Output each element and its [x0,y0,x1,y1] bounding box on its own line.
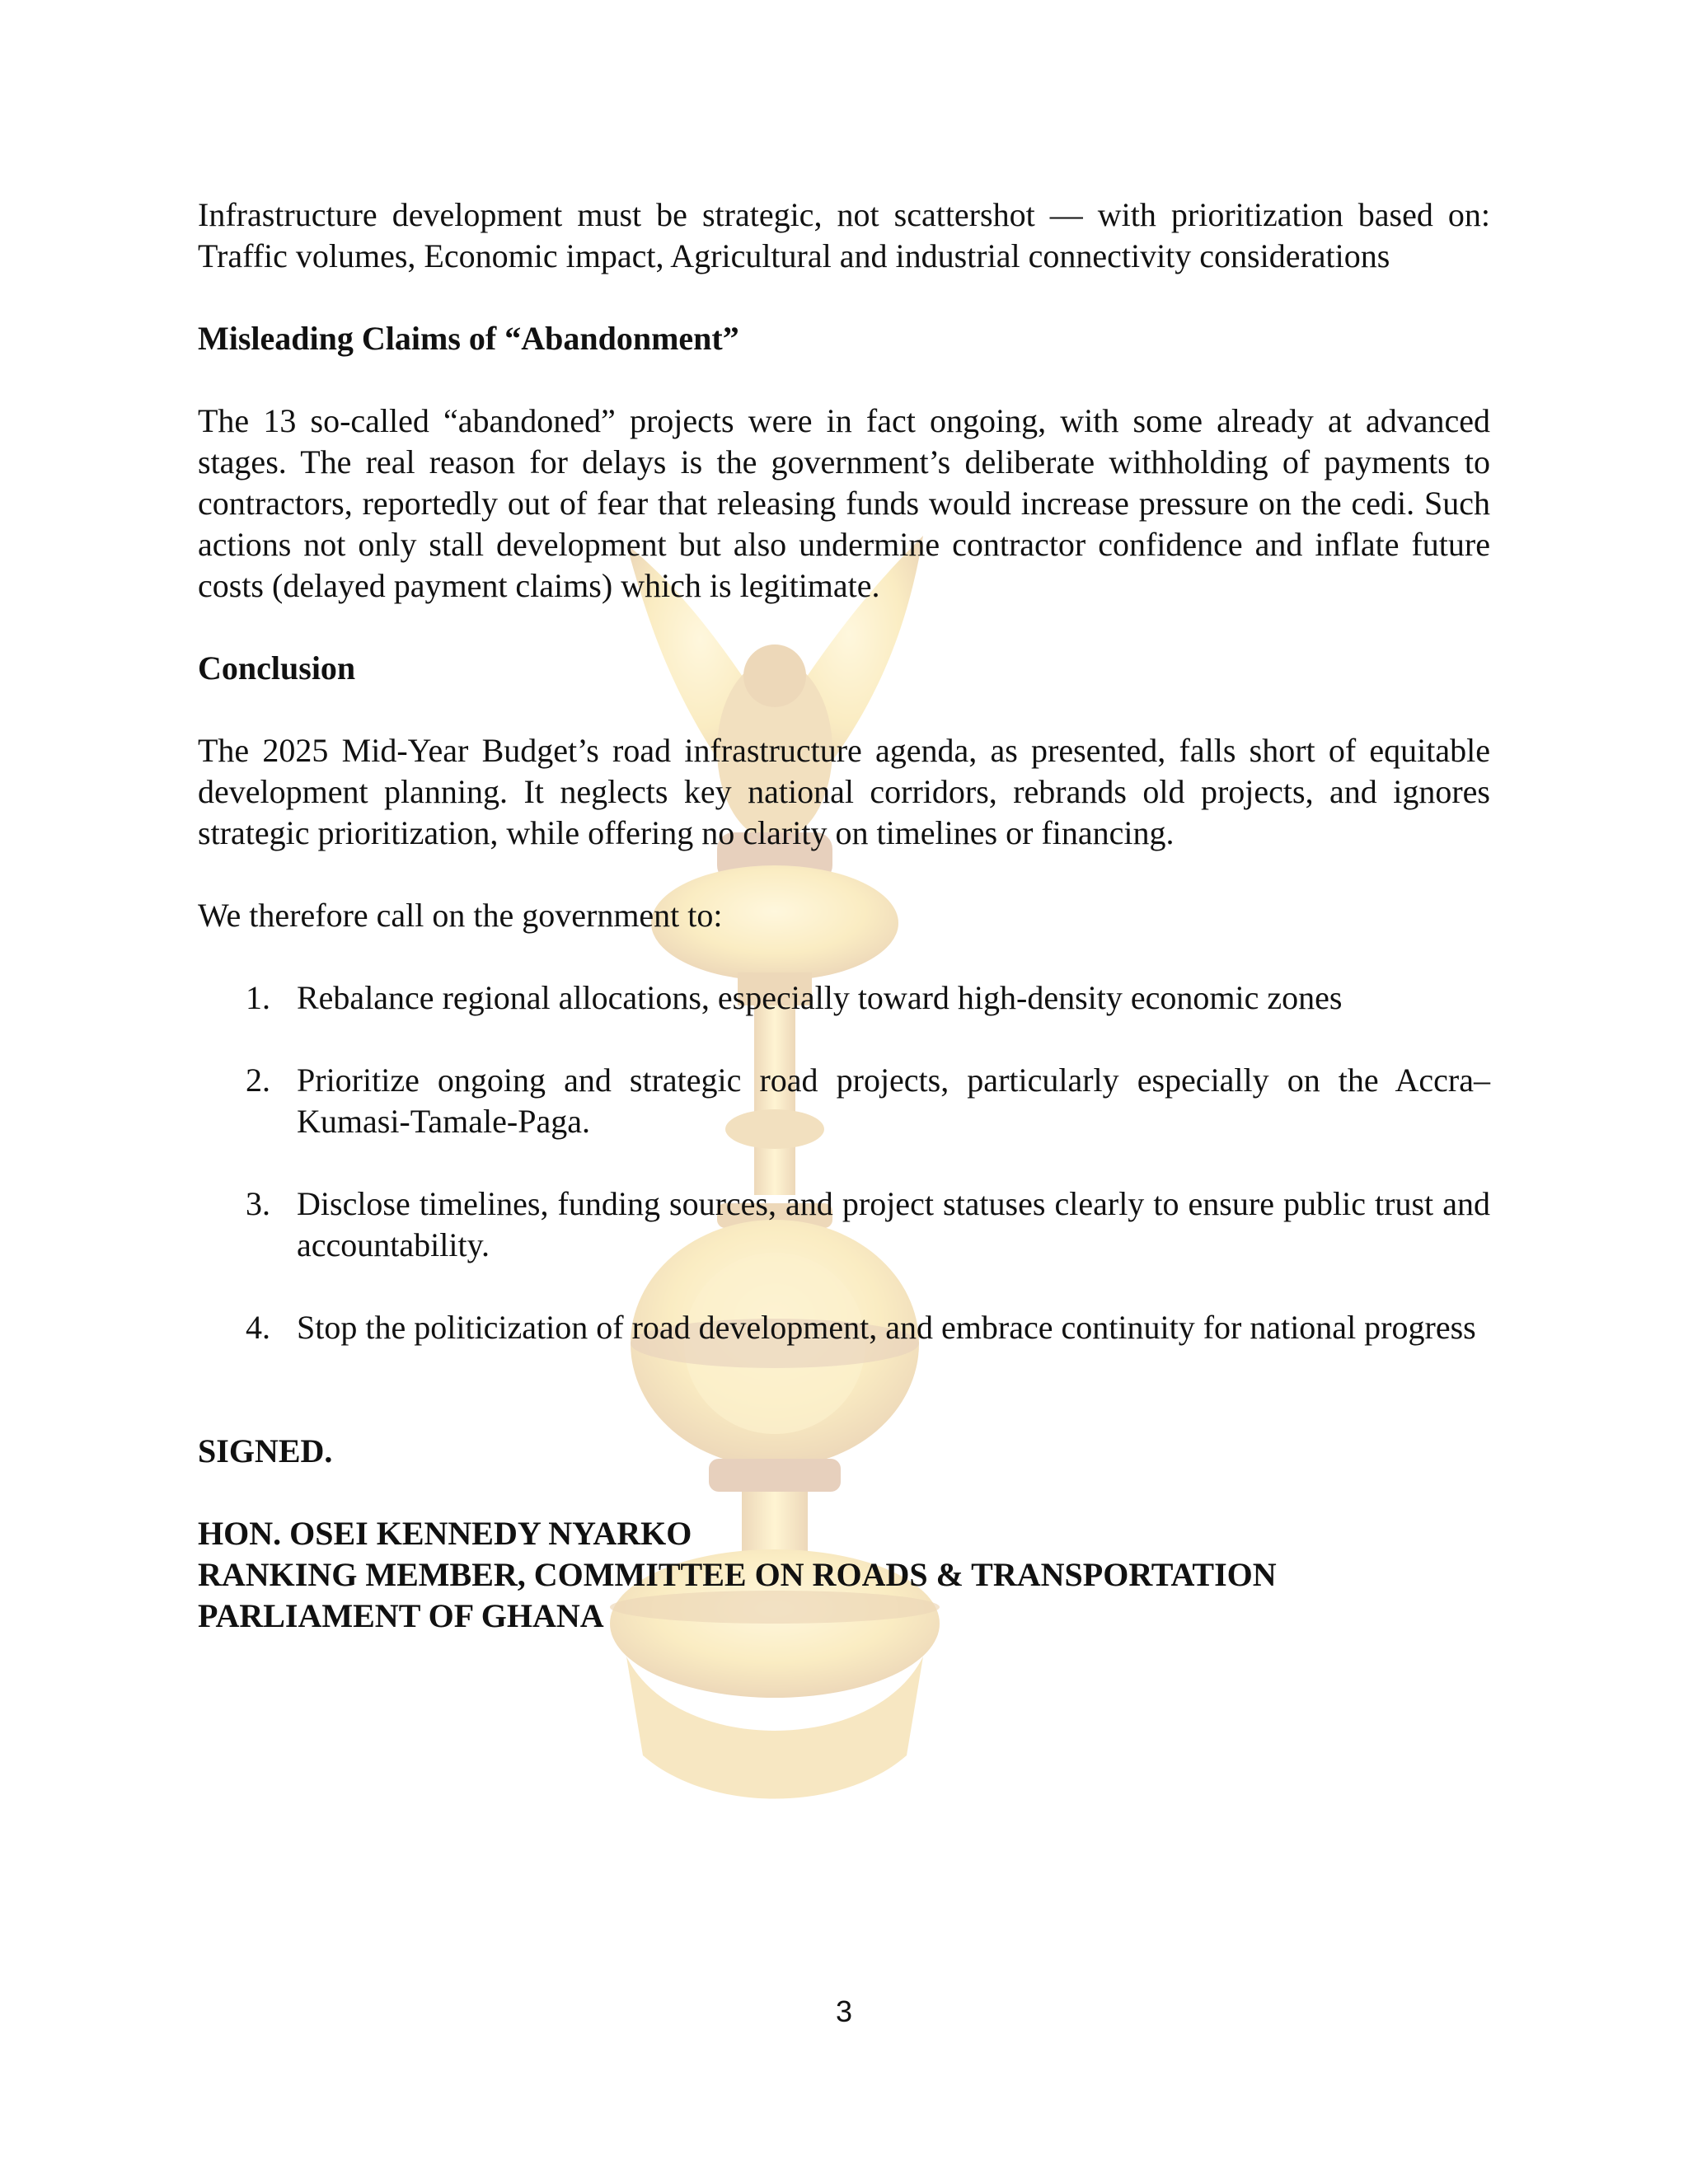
section-heading-abandonment: Misleading Claims of “Abandonment” [198,320,739,357]
page-number: 3 [835,1994,853,2028]
list-item [198,1060,1490,1142]
list-item-number: 1. [246,979,270,1016]
document-body [198,194,1490,1637]
list-item [198,1183,1490,1266]
intro-paragraph: Infrastructure development must be strategic, not scattershot — with prioritization based on: Traffic volumes, Economic impact, Agricultural and industrial connectivity considerations [198,196,1490,274]
list-item-text: Stop the politicization of road development, and embrace continuity for national progress [297,1309,1476,1346]
list-item-number: 4. [246,1309,270,1346]
conclusion-paragraph: The 2025 Mid-Year Budget’s road infrastructure agenda, as presented, falls short of equitable development planning. It neglects key national corridors, rebrands old projects, and ignores strategic prioritization, while offering no clarity on timelines or financing. [198,732,1490,851]
list-item-number: 3. [246,1185,270,1222]
list-item [198,1307,1490,1348]
recommendations-list [198,977,1490,1348]
list-item-text: Disclose timelines, funding sources, and project statuses clearly to ensure public trust and accountability. [297,1185,1490,1263]
list-item-text: Prioritize ongoing and strategic road projects, particularly especially on the Accra–Kumasi-Tamale-Paga. [297,1062,1490,1140]
signed-label: SIGNED. [198,1432,333,1469]
list-item-number: 2. [246,1062,270,1099]
abandonment-paragraph: The 13 so-called “abandoned” projects were in fact ongoing, with some already at advanced stages. The real reason for delays is the government’s deliberate withholding of payments to contractors, reportedly out of fear that releasing funds would increase pressure on the cedi. Such actions not only stall development but also undermine contractor confidence and inflate future costs (delayed payment claims) which is legitimate. [198,402,1490,604]
signatory-name: HON. OSEI KENNEDY NYARKO [198,1515,692,1552]
signatory-title: RANKING MEMBER, COMMITTEE ON ROADS & TRANSPORTATION [198,1556,1277,1593]
signatory-organization: PARLIAMENT OF GHANA [198,1597,604,1634]
list-item-text: Rebalance regional allocations, especially toward high-density economic zones [297,979,1343,1016]
call-intro: We therefore call on the government to: [198,897,723,934]
section-heading-conclusion: Conclusion [198,649,356,687]
list-item [198,977,1490,1019]
